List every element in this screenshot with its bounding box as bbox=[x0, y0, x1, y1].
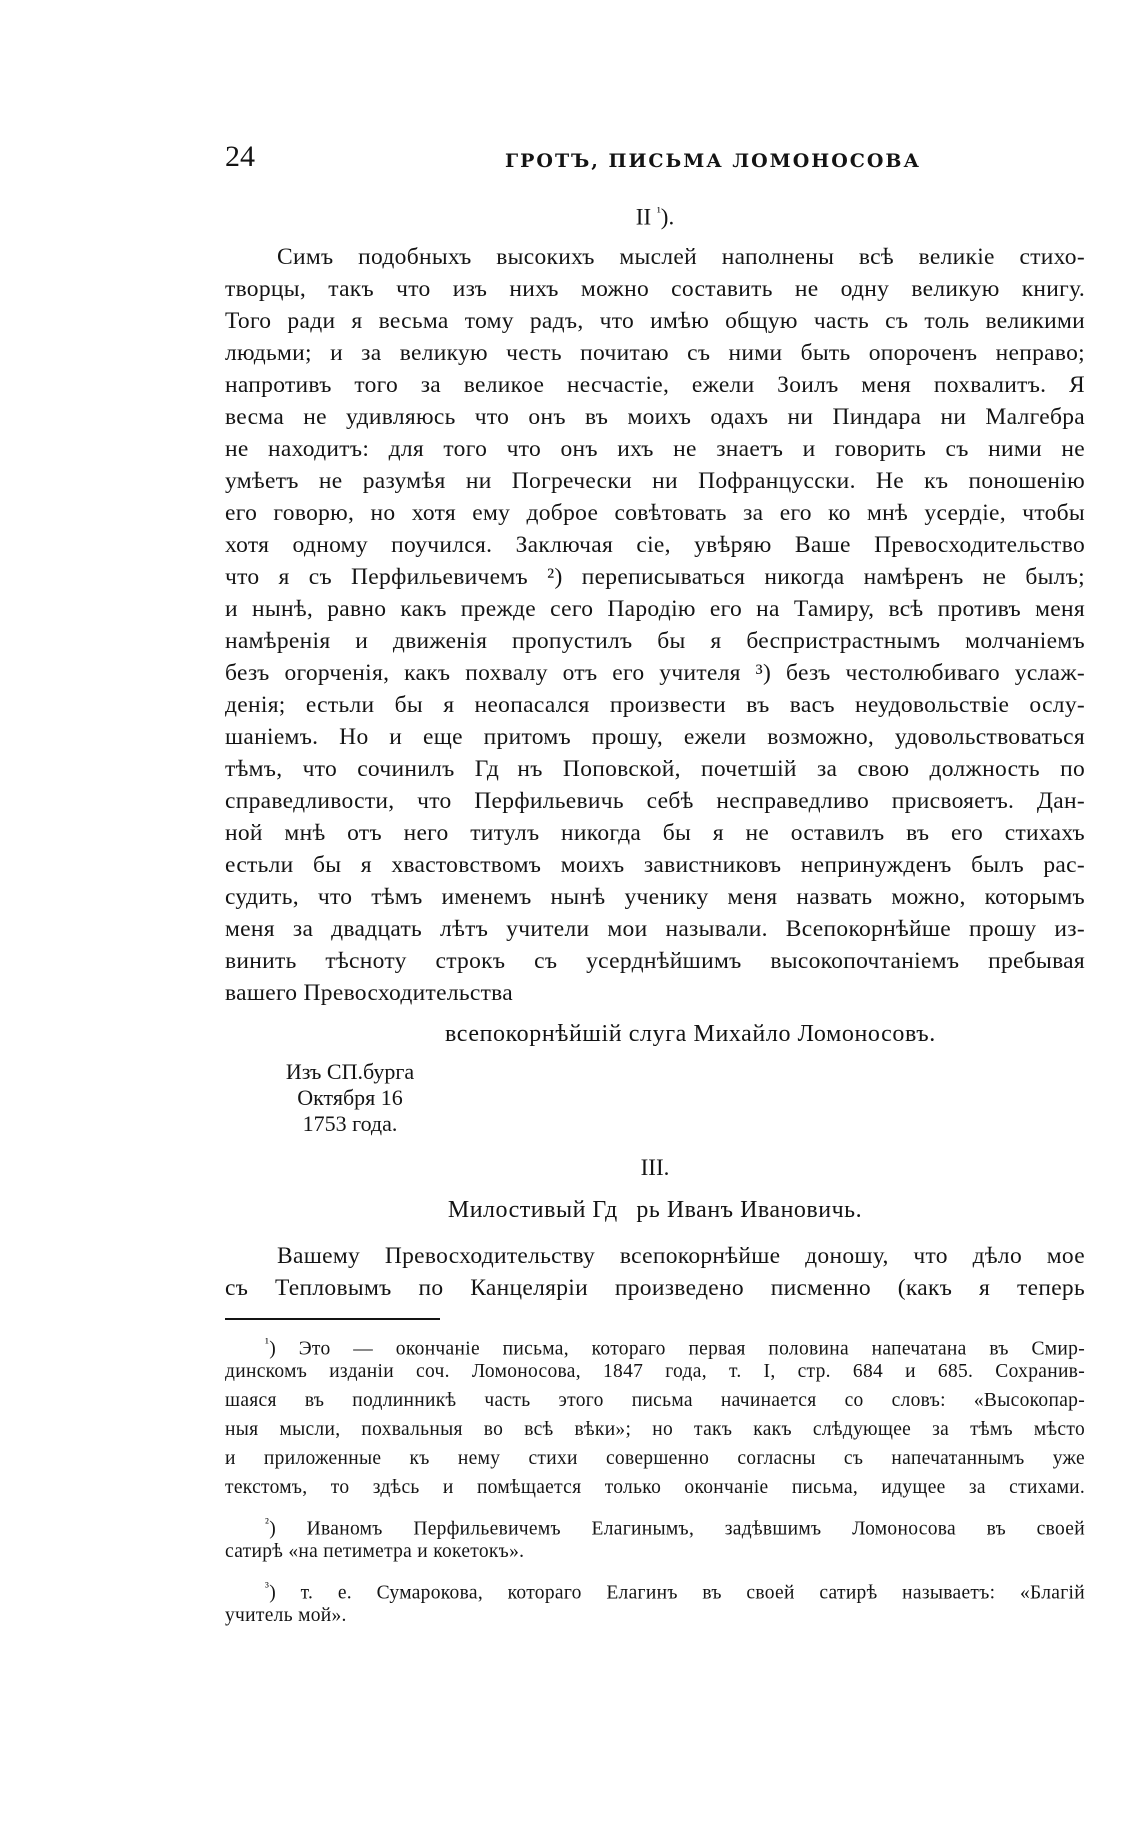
footnote-ref: ¹ bbox=[656, 204, 661, 219]
text-line: судить, что тѣмъ именемъ нынѣ ученику меня назвать можно, которымъ bbox=[225, 883, 1085, 910]
footnote-line: текстомъ, то здѣсь и помѣщается только окончаніе письма, идущее за стихами. bbox=[225, 1476, 1085, 1498]
footnote-line bbox=[225, 1508, 1085, 1540]
footnote bbox=[225, 1572, 1085, 1630]
footnote-mark: ² bbox=[265, 1514, 270, 1530]
footnote-line: шаяся въ подлинникѣ часть этого письма начинается со словъ: «Высокопар- bbox=[225, 1389, 1085, 1411]
footnotes bbox=[225, 1328, 1085, 1630]
signature-row bbox=[225, 1021, 1085, 1057]
text-line: винить тѣсноту строкъ съ усерднѣйшимъ высокопочтаніемъ пребывая bbox=[225, 947, 1085, 974]
date-year: 1753 года. bbox=[302, 1110, 398, 1136]
text-line: Вашему Превосходительству всепокорнѣйше доношу, что дѣло мое bbox=[277, 1242, 1085, 1269]
letter-body bbox=[225, 241, 1085, 1009]
footnote-mark: ³ bbox=[265, 1578, 270, 1594]
footnote-mark: ¹ bbox=[265, 1334, 270, 1350]
footnote-line bbox=[225, 1328, 1085, 1360]
footnote-line: ныя мысли, похвальныя во всѣ вѣки»; но такъ какъ слѣдующее за тѣмъ мѣсто bbox=[225, 1418, 1085, 1440]
text-line: творцы, такъ что изъ нихъ можно составить не одну великую книгу. bbox=[225, 275, 1085, 302]
running-title: ГРОТЪ, ПИСЬМА ЛОМОНОСОВА bbox=[505, 150, 921, 172]
text-line: вашего Превосходительства bbox=[225, 979, 513, 1006]
footnote-line: и приложенные къ нему стихи совершенно согласны съ напечатаннымъ уже bbox=[225, 1447, 1085, 1469]
footnote-line: сатирѣ «на петиметра и кокетокъ». bbox=[225, 1540, 525, 1562]
text-line: его говорю, но хотя ему доброе совѣтовать за его ко мнѣ усердіе, чтобы bbox=[225, 499, 1085, 526]
footnote-divider bbox=[225, 1318, 440, 1320]
text-line: хотя одному поучился. Заключая сіе, увѣряю Ваше Превосходительство bbox=[225, 531, 1085, 558]
text-line: не находитъ: для того что онъ ихъ не знаетъ и говорить съ ними не bbox=[225, 435, 1085, 462]
footnote-line: динскомъ изданіи соч. Ломоносова, 1847 года, т. I, стр. 684 и 685. Сохранив- bbox=[225, 1360, 1085, 1382]
text-line: съ Тепловымъ по Канцеляріи произведено писменно (какъ я теперь bbox=[225, 1274, 1085, 1301]
letter-heading bbox=[225, 204, 1085, 231]
footnote-text: ) Иваномъ Перфильевичемъ Елагинымъ, задѣвшимъ Ломоносова въ своей bbox=[269, 1518, 1085, 1540]
letter-heading: III. bbox=[640, 1154, 670, 1180]
text-line: и нынѣ, равно какъ прежде сего Пародію его на Тамиру, всѣ противъ меня bbox=[225, 595, 1085, 622]
footnote-text: ) т. е. Сумарокова, котораго Елагинъ въ своей сатирѣ называетъ: «Благій bbox=[269, 1582, 1085, 1604]
page bbox=[225, 140, 1085, 1630]
footnote bbox=[225, 1508, 1085, 1566]
text-line: что я съ Перфильевичемъ ²) переписываться никогда намѣренъ не былъ; bbox=[225, 563, 1085, 590]
heading-suffix: ). bbox=[660, 204, 675, 230]
signature: всепокорнѣйшій слуга Михайло Ломоносовъ. bbox=[445, 1020, 936, 1047]
text-line: напротивъ того за великое несчастіе, ежели Зоилъ меня похвалитъ. Я bbox=[225, 371, 1085, 398]
footnote bbox=[225, 1328, 1085, 1502]
text-line: естьли бы я хвастовствомъ моихъ завистниковъ непринужденъ былъ рас- bbox=[225, 851, 1085, 878]
text-line: весма не удивляюсь что онъ въ моихъ одахъ ни Пиндара ни Малгебра bbox=[225, 403, 1085, 430]
date-block bbox=[270, 1059, 430, 1137]
text-line: тѣмъ, что сочинилъ Гдⷭнъ Поповской, почетшій за свою должность по bbox=[225, 755, 1085, 782]
salutation: Милостивый Гдⷭрь Иванъ Ивановичь. bbox=[447, 1196, 863, 1223]
letter-body bbox=[225, 1240, 1085, 1304]
text-line: Симъ подобныхъ высокихъ мыслей наполнены всѣ великіе стихо- bbox=[277, 243, 1085, 270]
text-line: людьми; и за великую честь почитаю съ ними быть опороченъ неправо; bbox=[225, 339, 1085, 366]
text-line: намѣренія и движенія пропустилъ бы я беспристрастнымъ молчаніемъ bbox=[225, 627, 1085, 654]
running-head bbox=[225, 140, 1085, 184]
footnote-line: учитель мой». bbox=[225, 1604, 347, 1626]
page-number: 24 bbox=[225, 140, 255, 173]
text-line: справедливости, что Перфильевичь себѣ несправедливо присвояетъ. Дан- bbox=[225, 787, 1085, 814]
text-line: меня за двадцать лѣтъ учители мои называли. Всепокорнѣйше прошу из- bbox=[225, 915, 1085, 942]
date-day: Октября 16 bbox=[297, 1084, 403, 1110]
text-line: умѣетъ не разумѣя ни Погречески ни Пофранцусски. Не къ поношенію bbox=[225, 467, 1085, 494]
date-place: Изъ СП.бурга bbox=[285, 1058, 415, 1084]
text-line: денія; естьли бы я неопасался произвести въ васъ неудовольствіе ослу- bbox=[225, 691, 1085, 718]
footnote-text: ) Это — окончаніе письма, котораго первая половина напечатана въ Смир- bbox=[269, 1338, 1085, 1360]
footnote-line bbox=[225, 1572, 1085, 1604]
text-line: Того ради я весьма тому радъ, что имѣю общую часть съ толь великими bbox=[225, 307, 1085, 334]
text-line: ной мнѣ отъ него титулъ никогда бы я не оставилъ въ его стихахъ bbox=[225, 819, 1085, 846]
letter-number: II bbox=[635, 204, 652, 230]
text-line: безъ огорченія, какъ похвалу отъ его учителя ³) безъ честолюбиваго услаж- bbox=[225, 659, 1085, 686]
text-line: шаніемъ. Но и еще притомъ прошу, ежели возможно, удовольствоваться bbox=[225, 723, 1085, 750]
